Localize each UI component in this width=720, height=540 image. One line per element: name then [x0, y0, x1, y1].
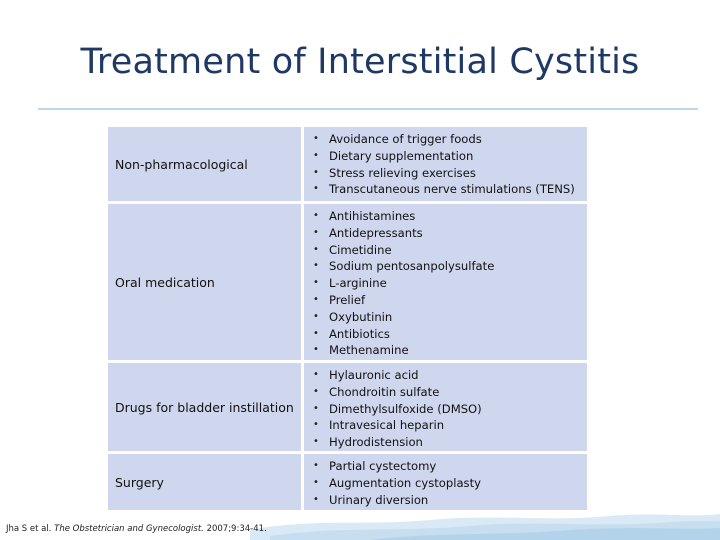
- footer-wave-decoration: [250, 500, 720, 540]
- bullet-icon: •: [313, 344, 319, 356]
- list-item: • L-arginine: [313, 276, 387, 291]
- list-item: • Transcutaneous nerve stimulations (TENS): [313, 182, 575, 197]
- category-cell: [108, 363, 301, 451]
- bullet-icon: •: [313, 183, 319, 195]
- list-item: • Avoidance of trigger foods: [313, 132, 482, 146]
- bullet-icon: •: [313, 149, 319, 161]
- citation-authors: Jha S et al.: [6, 524, 52, 534]
- citation: [6, 524, 267, 534]
- category-label: Non-pharmacological: [115, 156, 248, 172]
- list-item: • Dimethylsulfoxide (DMSO): [313, 401, 482, 416]
- list-item: • Antidepressants: [313, 225, 423, 240]
- list-item: • Intravesical heparin: [313, 418, 445, 433]
- bullet-icon: •: [313, 226, 319, 238]
- list-item: • Prelief: [313, 292, 366, 307]
- bullet-icon: •: [313, 310, 319, 322]
- bullet-icon: •: [313, 133, 319, 144]
- bullet-icon: •: [313, 327, 319, 339]
- bullet-icon: •: [313, 277, 319, 289]
- items-cell: [304, 127, 587, 201]
- bullet-icon: •: [313, 419, 319, 431]
- list-item: • Hylauronic acid: [313, 368, 419, 382]
- list-item: • Chondroitin sulfate: [313, 384, 440, 399]
- category-cell: [108, 204, 301, 360]
- bullet-icon: •: [313, 369, 319, 380]
- category-label: Oral medication: [115, 274, 215, 290]
- list-item: • Cimetidine: [313, 242, 392, 257]
- treatment-table: [108, 127, 587, 510]
- bullet-icon: •: [313, 493, 319, 505]
- list-item: • Dietary supplementation: [313, 148, 474, 163]
- slide-title: Treatment of Interstitial Cystitis: [80, 42, 640, 82]
- bullet-icon: •: [313, 402, 319, 414]
- bullet-icon: •: [313, 293, 319, 305]
- citation-journal: The Obstetrician and Gynecologist.: [54, 524, 204, 534]
- list-item: • Hydrodistension: [313, 435, 423, 450]
- list-item: • Stress relieving exercises: [313, 165, 476, 180]
- bullet-icon: •: [313, 460, 319, 471]
- category-cell: [108, 127, 301, 201]
- citation-ref: 2007;9:34-41.: [206, 524, 267, 534]
- bullet-icon: •: [313, 385, 319, 397]
- list-item: • Methenamine: [313, 343, 409, 358]
- category-label: Drugs for bladder instillation: [115, 399, 294, 415]
- list-item: • Oxybutinin: [313, 309, 393, 324]
- title-divider: [38, 108, 698, 110]
- list-item: • Partial cystectomy: [313, 459, 437, 473]
- list-item: • Augmentation cystoplasty: [313, 475, 482, 490]
- table-row: [108, 127, 587, 201]
- table-row: [108, 363, 587, 451]
- list-item: • Antibiotics: [313, 326, 390, 341]
- list-item: • Antihistamines: [313, 209, 416, 223]
- list-item: • Sodium pentosanpolysulfate: [313, 259, 495, 274]
- bullet-icon: •: [313, 476, 319, 488]
- bullet-icon: •: [313, 166, 319, 178]
- category-label: Surgery: [115, 474, 164, 490]
- bullet-icon: •: [313, 210, 319, 221]
- items-cell: [304, 204, 587, 360]
- bullet-icon: •: [313, 260, 319, 272]
- bullet-icon: •: [313, 243, 319, 255]
- bullet-icon: •: [313, 436, 319, 448]
- table-row: [108, 204, 587, 360]
- list-item: • Urinary diversion: [313, 492, 429, 507]
- items-cell: [304, 363, 587, 451]
